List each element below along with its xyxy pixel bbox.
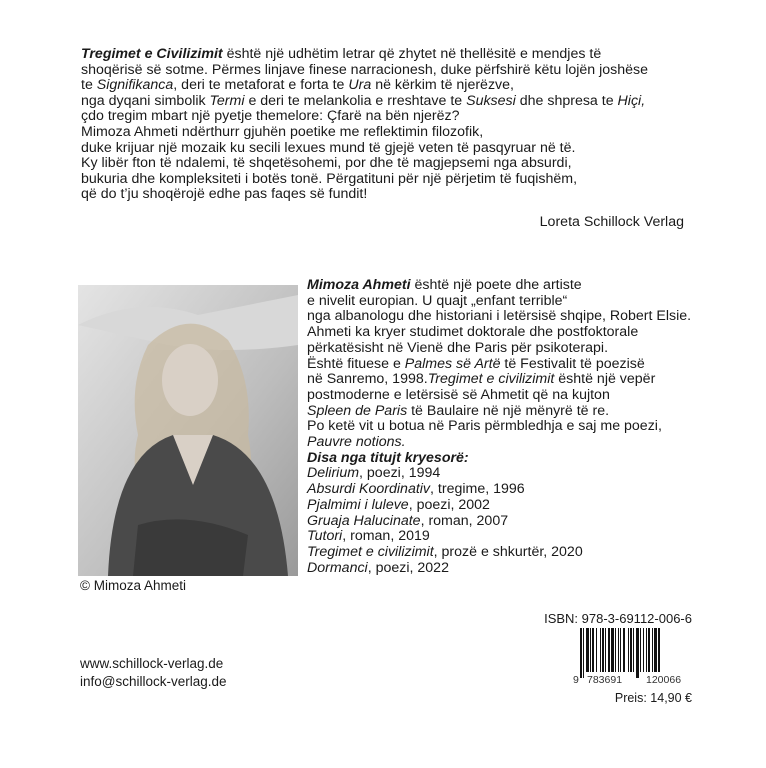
book-blurb bbox=[81, 47, 648, 203]
barcode-bar bbox=[600, 628, 601, 672]
text-line bbox=[307, 451, 691, 467]
text: që do t’ju shoqërojë edhe pas faqes së fundit! bbox=[81, 186, 368, 203]
text-line bbox=[307, 435, 691, 451]
barcode-bar bbox=[592, 628, 594, 672]
barcode-bar bbox=[583, 628, 584, 678]
author-bio bbox=[307, 278, 691, 576]
barcode bbox=[580, 628, 693, 678]
emphasized-text: Gruaja Halucinate bbox=[307, 512, 421, 529]
barcode-bar bbox=[590, 628, 591, 672]
barcode-bar bbox=[580, 628, 582, 678]
emphasized-text: Tutori bbox=[307, 528, 343, 545]
text-line bbox=[307, 388, 691, 404]
text-line bbox=[81, 78, 648, 94]
emphasized-text: Dormanci bbox=[307, 559, 368, 576]
emphasized-text: Signifikanca bbox=[96, 77, 174, 94]
text: Është fituese e bbox=[307, 355, 405, 372]
author-photo bbox=[78, 285, 298, 576]
text: te bbox=[81, 77, 97, 94]
barcode-bar bbox=[586, 628, 589, 672]
barcode-bar bbox=[608, 628, 610, 672]
text-line bbox=[81, 94, 648, 110]
text: , roman, 2019 bbox=[342, 528, 430, 545]
text: bukuria dhe kompleksiteti i botës tonë. Përgatituni për një përjetim të fuqishëm, bbox=[81, 170, 578, 187]
barcode-bar bbox=[646, 628, 647, 672]
text: të Festivalit të poezisë bbox=[500, 355, 645, 372]
barcode-bar bbox=[643, 628, 644, 672]
text: e nivelit europian. U quajt „enfant terrible“ bbox=[307, 292, 568, 309]
barcode-digit-first: 9 bbox=[573, 674, 579, 686]
text-line bbox=[307, 482, 691, 498]
text-line bbox=[307, 404, 691, 420]
barcode-bar bbox=[628, 628, 629, 672]
barcode-digits-left: 783691 bbox=[587, 674, 623, 686]
emphasized-text: Suksesi bbox=[466, 92, 516, 109]
text: çdo tregim mbart një pyetje themelore: Çfarë na bën njerëz? bbox=[81, 108, 460, 125]
text: Po ketë vit u botua në Paris përmbledhja e saj me poezi, bbox=[307, 418, 662, 435]
emphasized-text: Termi bbox=[209, 92, 245, 109]
text: është një poete dhe artiste bbox=[410, 277, 582, 293]
text-line bbox=[307, 529, 691, 545]
emphasized-text: Absurdi Koordinativ bbox=[307, 481, 431, 498]
text: është një udhëtim letrar që zhytet në thellësitë e mendjes të bbox=[222, 46, 602, 62]
publisher-contact bbox=[80, 655, 227, 691]
barcode-bar bbox=[630, 628, 632, 672]
text: Ahmeti ka kryer studimet doktorale dhe postfoktorale bbox=[307, 324, 639, 341]
text-line bbox=[307, 309, 691, 325]
text-line bbox=[307, 545, 691, 561]
barcode-bar bbox=[602, 628, 604, 672]
barcode-bar bbox=[652, 628, 653, 672]
text: është një vepër bbox=[554, 371, 656, 388]
text-line bbox=[307, 561, 691, 577]
text: në kërkim të njerëzve, bbox=[371, 77, 514, 94]
text: të Baulaire në një mënyrë të re. bbox=[407, 402, 610, 419]
emphasized-text: Mimoza Ahmeti bbox=[307, 277, 411, 293]
text-line bbox=[81, 156, 648, 172]
emphasized-text: Tregimet e civilizimit bbox=[427, 371, 555, 388]
text-line bbox=[307, 498, 691, 514]
email-link[interactable]: info@schillock-verlag.de bbox=[80, 674, 227, 689]
text-line bbox=[307, 341, 691, 357]
emphasized-text: Hiçi, bbox=[617, 92, 646, 109]
website-link[interactable]: www.schillock-verlag.de bbox=[80, 656, 224, 671]
emphasized-text: Ura bbox=[348, 77, 372, 94]
text: , tregime, 1996 bbox=[430, 481, 525, 498]
text-line bbox=[81, 141, 648, 157]
barcode-bar bbox=[633, 628, 634, 672]
text: Ky libër fton të ndalemi, të shqetësohemi, por dhe të magjepsemi nga absurdi, bbox=[81, 155, 572, 172]
text: , poezi, 2022 bbox=[367, 559, 449, 576]
text: , deri te metaforat e forta te bbox=[173, 77, 349, 94]
text: në Sanremo, 1998. bbox=[307, 371, 428, 388]
text: dhe shpresa te bbox=[515, 92, 618, 109]
barcode-bar bbox=[620, 628, 621, 672]
text-line bbox=[81, 63, 648, 79]
barcode-bar bbox=[658, 628, 660, 672]
barcode-bar bbox=[648, 628, 650, 672]
text-line bbox=[307, 466, 691, 482]
text-line bbox=[307, 278, 691, 294]
publisher-signature: Loreta Schillock Verlag bbox=[539, 214, 684, 230]
text: nga dyqani simbolik bbox=[81, 92, 210, 109]
barcode-bar bbox=[654, 628, 657, 672]
text-line bbox=[81, 187, 648, 203]
text: Mimoza Ahmeti ndërthurr gjuhën poetike me reflektimin filozofik, bbox=[81, 123, 484, 140]
text-line bbox=[81, 172, 648, 188]
emphasized-text: Delirium bbox=[307, 465, 360, 482]
text-line bbox=[81, 109, 648, 125]
text-line bbox=[307, 357, 691, 373]
barcode-bar bbox=[640, 628, 641, 672]
emphasized-text: Tregimet e civilizimit bbox=[307, 543, 434, 560]
text: postmoderne e letërsisë së Ahmetit që na kujton bbox=[307, 386, 610, 403]
text-line bbox=[307, 325, 691, 341]
text-line bbox=[307, 372, 691, 388]
text: , prozë e shkurtër, 2020 bbox=[433, 543, 583, 560]
text: , roman, 2007 bbox=[420, 512, 509, 529]
text: duke krijuar një mozaik ku secili lexues mund të gjejë veten të pasqyruar në të. bbox=[81, 139, 576, 156]
barcode-bar bbox=[636, 628, 639, 678]
text: , poezi, 2002 bbox=[408, 496, 490, 513]
emphasized-text: Disa nga titujt kryesorë: bbox=[307, 449, 469, 466]
price: Preis: 14,90 € bbox=[614, 691, 692, 705]
barcode-digits-right: 120066 bbox=[646, 674, 682, 686]
barcode-bar bbox=[611, 628, 614, 672]
text-line bbox=[307, 419, 691, 435]
emphasized-text: Spleen de Paris bbox=[307, 402, 408, 419]
emphasized-text: Tregimet e Civilizimit bbox=[81, 46, 223, 62]
text-line bbox=[81, 47, 648, 63]
emphasized-text: Pjalmimi i luleve bbox=[307, 496, 409, 513]
barcode-bar bbox=[605, 628, 606, 672]
emphasized-text: Pauvre notions. bbox=[307, 434, 406, 451]
barcode-bar bbox=[618, 628, 619, 672]
text: e deri te melankolia e rreshtave te bbox=[244, 92, 467, 109]
text: nga albanologu dhe historiani i letërsisë shqipe, Robert Elsie. bbox=[307, 308, 692, 325]
text: shoqërisë së sotme. Përmes linjave finese narracionesh, duke përfshirë këtu lojën joshëse bbox=[81, 61, 649, 78]
text-line bbox=[307, 294, 691, 310]
barcode-bar bbox=[615, 628, 616, 672]
barcode-bar bbox=[623, 628, 625, 672]
text: , poezi, 1994 bbox=[359, 465, 441, 482]
isbn-label: ISBN: 978-3-69112-006-6 bbox=[544, 611, 692, 626]
emphasized-text: Palmes së Artë bbox=[404, 355, 501, 372]
text: përkatësisht në Vienë dhe Paris për psikoterapi. bbox=[307, 339, 609, 356]
text-line bbox=[307, 514, 691, 530]
text-line bbox=[81, 125, 648, 141]
photo-caption: © Mimoza Ahmeti bbox=[80, 578, 186, 593]
barcode-bar bbox=[596, 628, 597, 672]
